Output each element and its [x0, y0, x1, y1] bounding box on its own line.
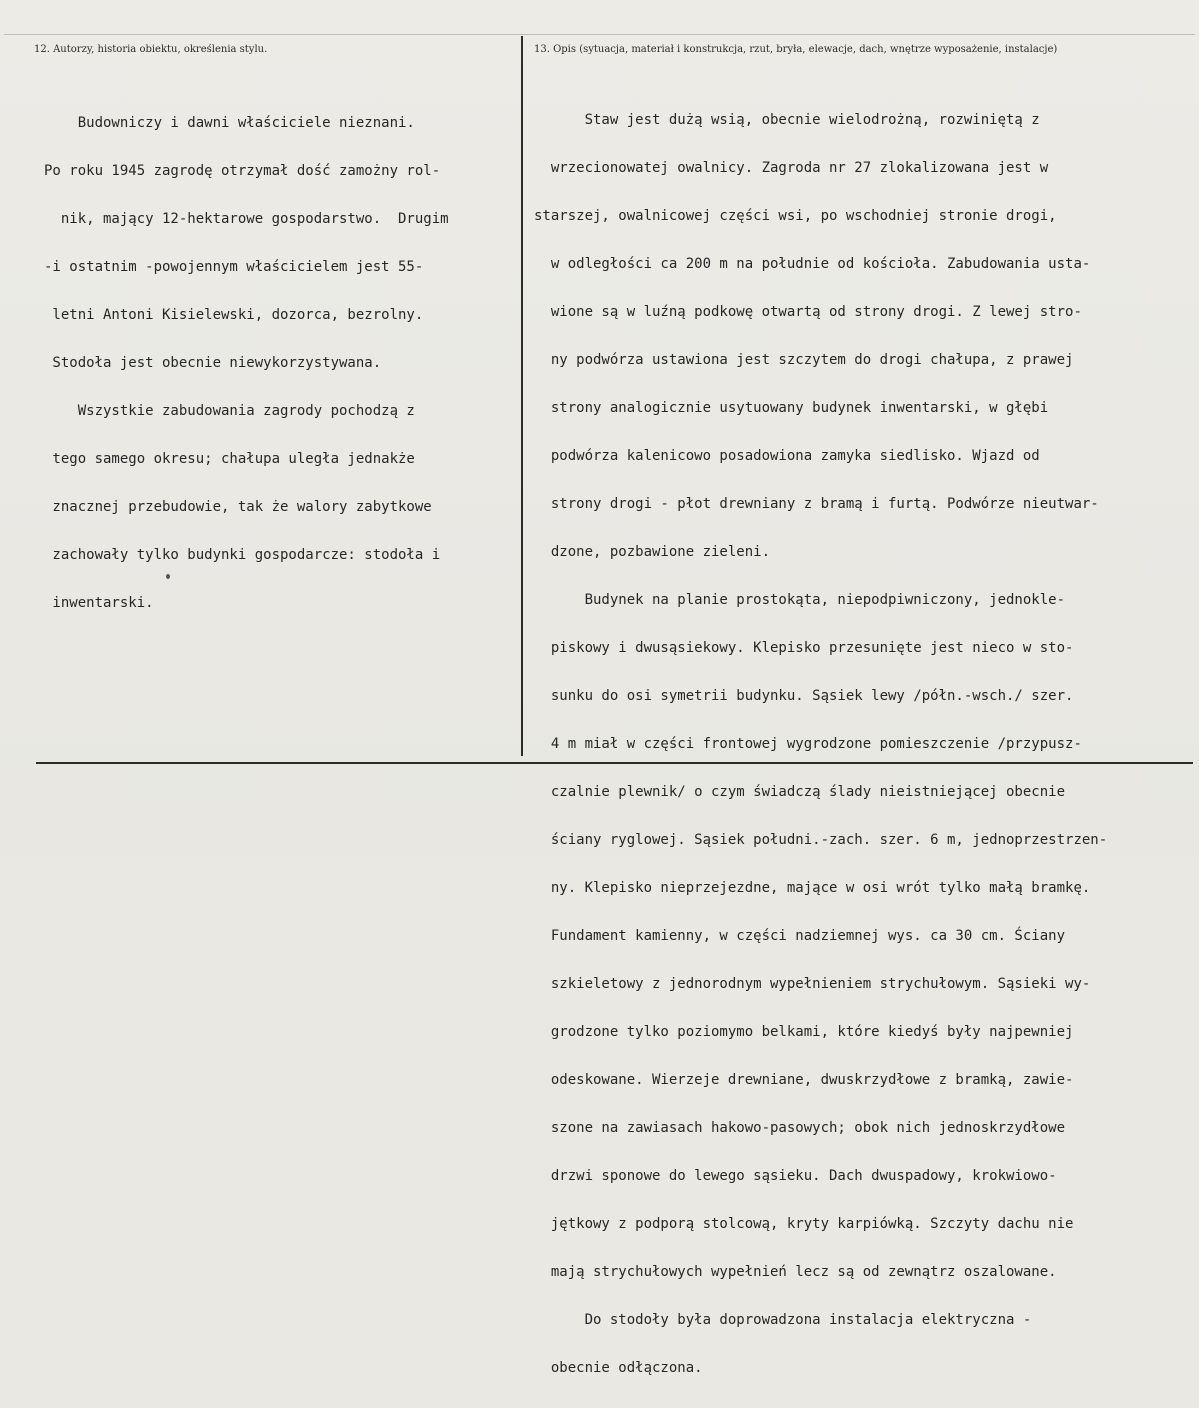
text-line: -i ostatnim -powojennym właścicielem jest 55- — [44, 259, 424, 275]
text-line: Stodoła jest obecnie niewykorzystywana. — [44, 355, 382, 371]
text-line: strony drogi - płot drewniany z bramą i furtą. Podwórze nieutwar- — [534, 496, 1099, 512]
text-line: obecnie odłączona. — [534, 1360, 703, 1376]
top-border — [4, 34, 1195, 35]
section-12-text — [44, 83, 449, 643]
text-line: mają strychułowych wypełnień lecz są od zewnątrz oszalowane. — [534, 1264, 1057, 1280]
text-line: jętkowy z podporą stolcową, kryty karpiówką. Szczyty dachu nie — [534, 1216, 1074, 1232]
text-line: czalnie plewnik/ o czym świadczą ślady nieistniejącej obecnie — [534, 784, 1066, 800]
text-line: znacznej przebudowie, tak że walory zabytkowe — [44, 499, 432, 515]
text-line: Budynek na planie prostokąta, niepodpiwniczony, jednokle- — [534, 592, 1066, 608]
text-line: szkieletowy z jednorodnym wypełnieniem strychułowym. Sąsieki wy- — [534, 976, 1091, 992]
text-line: ny podwórza ustawiona jest szczytem do drogi chałupa, z prawej — [534, 352, 1074, 368]
text-line: Budowniczy i dawni właściciele nieznani. — [44, 115, 415, 131]
text-line: ściany ryglowej. Sąsiek południ.-zach. szer. 6 m, jednoprzestrzen- — [534, 832, 1108, 848]
text-line: ny. Klepisko nieprzejezdne, mające w osi wrót tylko małą bramkę. — [534, 880, 1091, 896]
text-line: Do stodoły była doprowadzona instalacja elektryczna - — [534, 1312, 1032, 1328]
text-line: letni Antoni Kisielewski, dozorca, bezrolny. — [44, 307, 424, 323]
text-line: 4 m miał w części frontowej wygrodzone pomieszczenie /przypusz- — [534, 736, 1082, 752]
text-line: drzwi sponowe do lewego sąsieku. Dach dwuspadowy, krokwiowo- — [534, 1168, 1057, 1184]
text-line: Fundament kamienny, w części nadziemnej wys. ca 30 cm. Ściany — [534, 928, 1066, 944]
text-line: Wszystkie zabudowania zagrody pochodzą z — [44, 403, 415, 419]
text-line: inwentarski. — [44, 595, 154, 611]
text-line: grodzone tylko poziomymo belkami, które kiedyś były najpewniej — [534, 1024, 1074, 1040]
section-13-text — [534, 80, 1196, 1408]
column-divider — [521, 36, 523, 756]
section-13-label: 13. Opis (sytuacja, materiał i konstrukcja, rzut, bryła, elewacje, dach, wnętrze wyposażenie, instalacje) — [534, 44, 1058, 55]
text-line: wione są w luźną podkowę otwartą od strony drogi. Z lewej stro- — [534, 304, 1082, 320]
bottom-rule — [36, 762, 1193, 764]
text-line: starszej, owalnicowej części wsi, po wschodniej stronie drogi, — [534, 208, 1057, 224]
text-line: Po roku 1945 zagrodę otrzymał dość zamożny rol- — [44, 163, 441, 179]
text-line: strony analogicznie usytuowany budynek inwentarski, w głębi — [534, 400, 1049, 416]
section-12-label: 12. Autorzy, historia obiektu, określenia stylu. — [34, 44, 268, 55]
text-line: tego samego okresu; chałupa uległa jednakże — [44, 451, 415, 467]
ink-speck — [166, 574, 170, 579]
text-line: piskowy i dwusąsiekowy. Klepisko przesunięte jest nieco w sto- — [534, 640, 1074, 656]
text-line: szone na zawiasach hakowo-pasowych; obok nich jednoskrzydłowe — [534, 1120, 1066, 1136]
text-line: w odległości ca 200 m na południe od kościoła. Zabudowania usta- — [534, 256, 1091, 272]
text-line: sunku do osi symetrii budynku. Sąsiek lewy /półn.-wsch./ szer. — [534, 688, 1074, 704]
text-line: nik, mający 12-hektarowe gospodarstwo. Drugim — [44, 211, 449, 227]
text-line: wrzecionowatej owalnicy. Zagroda nr 27 zlokalizowana jest w — [534, 160, 1049, 176]
text-line: Staw jest dużą wsią, obecnie wielodrożną, rozwiniętą z — [534, 112, 1040, 128]
text-line: odeskowane. Wierzeje drewniane, dwuskrzydłowe z bramką, zawie- — [534, 1072, 1074, 1088]
text-line: zachowały tylko budynki gospodarcze: stodoła i — [44, 547, 441, 563]
text-line: podwórza kalenicowo posadowiona zamyka siedlisko. Wjazd od — [534, 448, 1040, 464]
text-line: dzone, pozbawione zieleni. — [534, 544, 771, 560]
